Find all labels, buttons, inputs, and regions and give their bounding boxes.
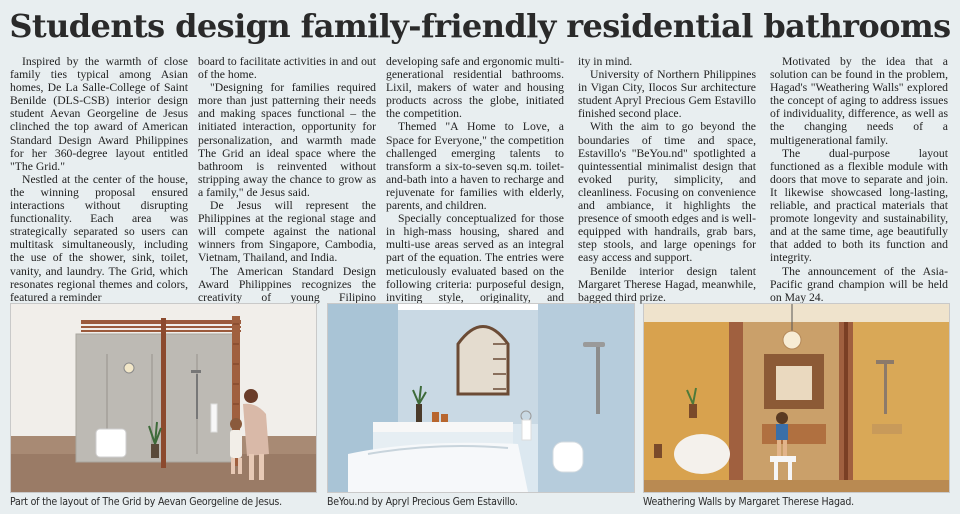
paragraph: "Designing for families required more than just patterning their needs and making spaces functional – the initiated interaction, opportunity for personalization, and warmth made The Grid an ideal space where the bathroom is reinvented without stripping away the chance to grow as a family," de Jesus said.	[198, 81, 376, 199]
paragraph: Motivated by the idea that a solution can be found in the problem, Hagad's "Weathering Walls" explored the concept of aging to address issues of individuality, difference, as well as the changing needs of a multigenerational family.	[770, 55, 948, 147]
article-column-4	[578, 55, 756, 304]
paragraph: Benilde interior design talent Margaret Therese Hagad, meanwhile, bagged third prize.	[578, 264, 756, 304]
paragraph: Themed "A Home to Love, a Space for Everyone," the competition challenged emerging talents to transform a six-to-seven sq.m. toilet-and-bath into a haven to recharge and rejuvenate for families with elderly, parents, and children.	[386, 120, 564, 213]
photo-caption: Weathering Walls by Margaret Therese Hagad.	[643, 496, 854, 508]
paragraph: The dual-purpose layout functioned as a flexible module with doors that move to separate and join. It likewise showcased long-lasting, reliable, and practical materials that promote longevity and sustainability, and at the same time, age beautifully that added to both its function and integrity.	[770, 146, 948, 265]
article-column-2	[198, 55, 376, 304]
photo-beyou-nd	[327, 303, 635, 493]
article-column-5	[770, 55, 948, 304]
paragraph: Nestled at the center of the house, the winning proposal ensured interactions without disrupting functionality. Each area was strategically separated so users can multitask simultaneously, including the use of the shower, sink, toilet, vanity, and laundry. The Grid, which resonates regional themes and colors, featured a reminder	[10, 172, 188, 304]
article-column-1	[10, 55, 188, 304]
paragraph: Inspired by the warmth of close family ties typical among Asian homes, De La Salle-College of Saint Benilde (DLS-CSB) interior design student Aevan Georgeline de Jesus clinched the top award of American Standard Design Award Philippines for her 360-degree layout entitled "The Grid."	[10, 55, 188, 173]
paragraph: The American Standard Design Award Philippines recognizes the creativity of young Filipino	[198, 264, 376, 304]
paragraph: ity in mind.	[578, 55, 633, 68]
photo-caption: BeYou.nd by Apryl Precious Gem Estavillo.	[327, 496, 518, 508]
paragraph: With the aim to go beyond the boundaries of time and space, Estavillo's "BeYou.nd" spotlighted a quintessential minimalist design that evoked purity, simplicity, and cleanliness. Focusing on convenience and ambiance, it highlights the presence of smooth edges and is well-equipped with handrails, grab bars, step stools, and large openings for easy access and support.	[578, 120, 756, 265]
paragraph: board to facilitate activities in and out of the home.	[198, 55, 376, 82]
headline: Students design family-friendly residential bathrooms	[9, 7, 951, 45]
paragraph: Specially conceptualized for those in high-mass housing, shared and multi-use areas served as an integral part of the equation. The entries were meticulously evaluated based on the following criteria: purposeful design, inviting style, originality, and	[386, 212, 564, 304]
photo-weathering-walls	[643, 303, 950, 493]
paragraph: University of Northern Philippines in Vigan City, Ilocos Sur architecture student Apryl Precious Gem Estavillo finished second place.	[578, 68, 756, 121]
paragraph: The announcement of the Asia-Pacific grand champion will be held on May 24.	[770, 264, 948, 304]
paragraph: De Jesus will represent the Philippines at the regional stage and will compete against the national winners from Singapore, Cambodia, Vietnam, Thailand, and India.	[198, 199, 376, 265]
article-column-3	[386, 55, 564, 304]
photo-the-grid	[10, 303, 317, 493]
paragraph: developing safe and ergonomic multi-generational residential bathrooms. Lixil, makers of water and housing products across the globe, initiated the competition.	[386, 55, 564, 121]
photo-caption: Part of the layout of The Grid by Aevan Georgeline de Jesus.	[10, 496, 282, 508]
